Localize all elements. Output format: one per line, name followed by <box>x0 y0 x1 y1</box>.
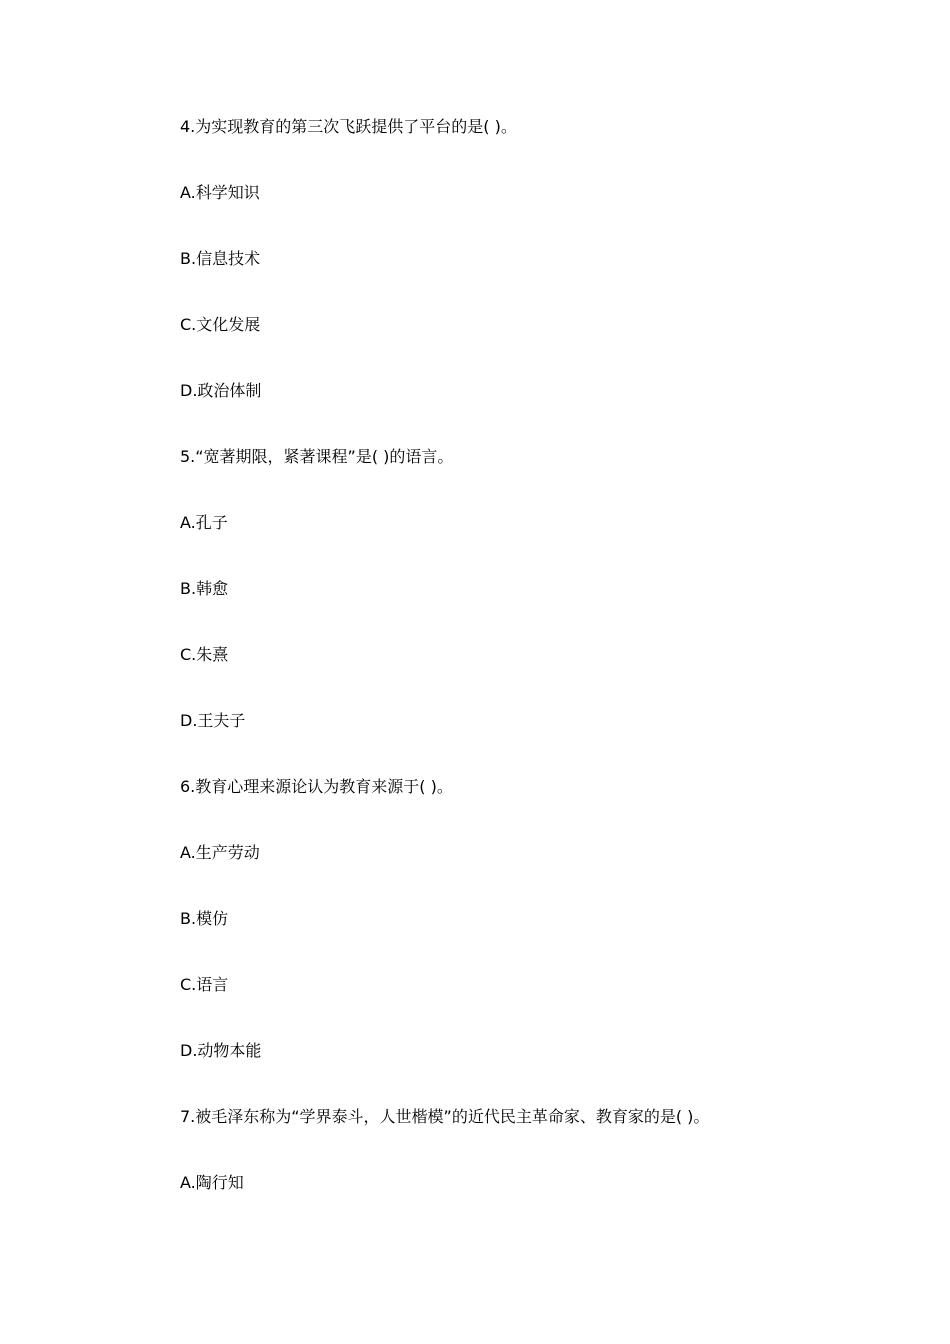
question-4-option-d: D.政治体制 <box>180 381 262 400</box>
question-6-option-d: D.动物本能 <box>180 1041 262 1060</box>
question-6-option-b: B.模仿 <box>180 909 229 928</box>
question-6-option-a: A.生产劳动 <box>180 843 260 862</box>
question-5-option-d: D.王夫子 <box>180 711 246 730</box>
question-4-option-a: A.科学知识 <box>180 183 260 202</box>
question-6-stem: 6.教育心理来源论认为教育来源于( )。 <box>180 777 453 796</box>
question-5-option-c: C.朱熹 <box>180 645 229 664</box>
question-4-option-b: B.信息技术 <box>180 249 261 268</box>
question-5-stem: 5.“宽著期限，紧著课程”是( )的语言。 <box>180 447 454 466</box>
question-6-option-c: C.语言 <box>180 975 229 994</box>
question-7-stem: 7.被毛泽东称为“学界泰斗，人世楷模”的近代民主革命家、教育家的是( )。 <box>180 1107 710 1126</box>
question-5-option-b: B.韩愈 <box>180 579 229 598</box>
question-5-option-a: A.孔子 <box>180 513 228 532</box>
question-7-option-a: A.陶行知 <box>180 1173 244 1192</box>
question-4-option-c: C.文化发展 <box>180 315 261 334</box>
question-4-stem: 4.为实现教育的第三次飞跃提供了平台的是( )。 <box>180 117 517 136</box>
